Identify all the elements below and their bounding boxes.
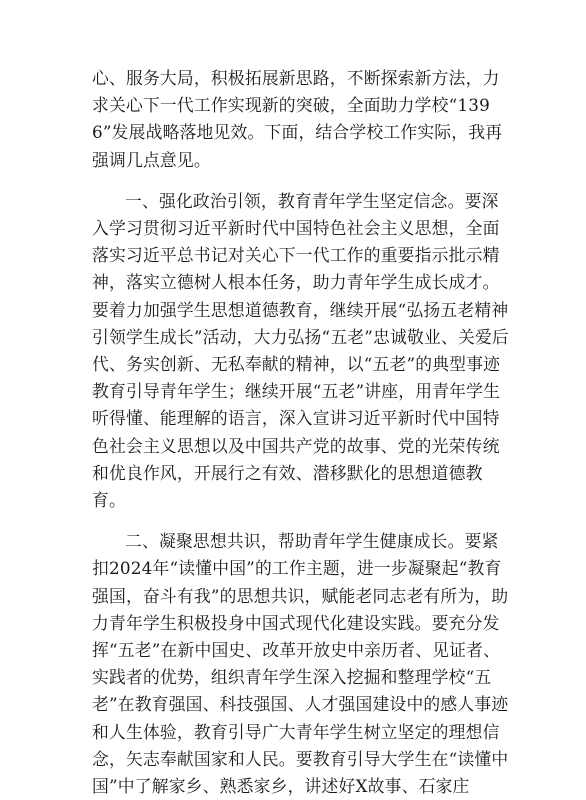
paragraph-continuation: 心、服务大局，积极拓展新思路，不断探索新方法，力求关心下一代工作实现新的突破，全面助力学校“1396”发展战略落地见效。下面，结合学校工作实际，我再强调几点意见。 (92, 68, 503, 170)
paragraph-section-two: 二、凝聚思想共识，帮助青年学生健康成长。要紧扣2024年“读懂中国”的工作主题，进一步凝聚起“教育强国，奋斗有我”的思想共识，赋能老同志老有所为，助力青年学生积极投身中国式现代化建设实践。要充分发挥“五老”在新中国史、改革开放史中亲历者、见证者、实践者的优势，组织青年学生深入挖掘和整理学校“五老”在教育强国、科技强国、人才强国建设中的感人事迹和人生体验，教育引导广大青年学生树立坚定的理想信念，矢志奉献国家和人民。要教育引导大学生在“读懂中国”中了解家乡、熟悉家乡，讲述好X故事、石家庄 (92, 531, 509, 797)
paragraph-section-one: 一、强化政治引领，教育青年学生坚定信念。要深入学习贯彻习近平新时代中国特色社会主义思想，全面落实习近平总书记对关心下一代工作的重要指示批示精神，落实立德树人根本任务，助力青年学生成长成才。要着力加强学生思想道德教育，继续开展“弘扬五老精神引领学生成长”活动，大力弘扬“五老”忠诚敬业、关爱后代、务实创新、无私奉献的精神，以“五老”的典型事迹教育引导青年学生；继续开展“五老”讲座，用青年学生听得懂、能理解的语言，深入宣讲习近平新时代中国特色社会主义思想以及中国共产党的故事、党的光荣传统和优良作风，开展行之有效、潜移默化的思想道德教育。 (92, 190, 509, 511)
document-body (92, 65, 512, 800)
